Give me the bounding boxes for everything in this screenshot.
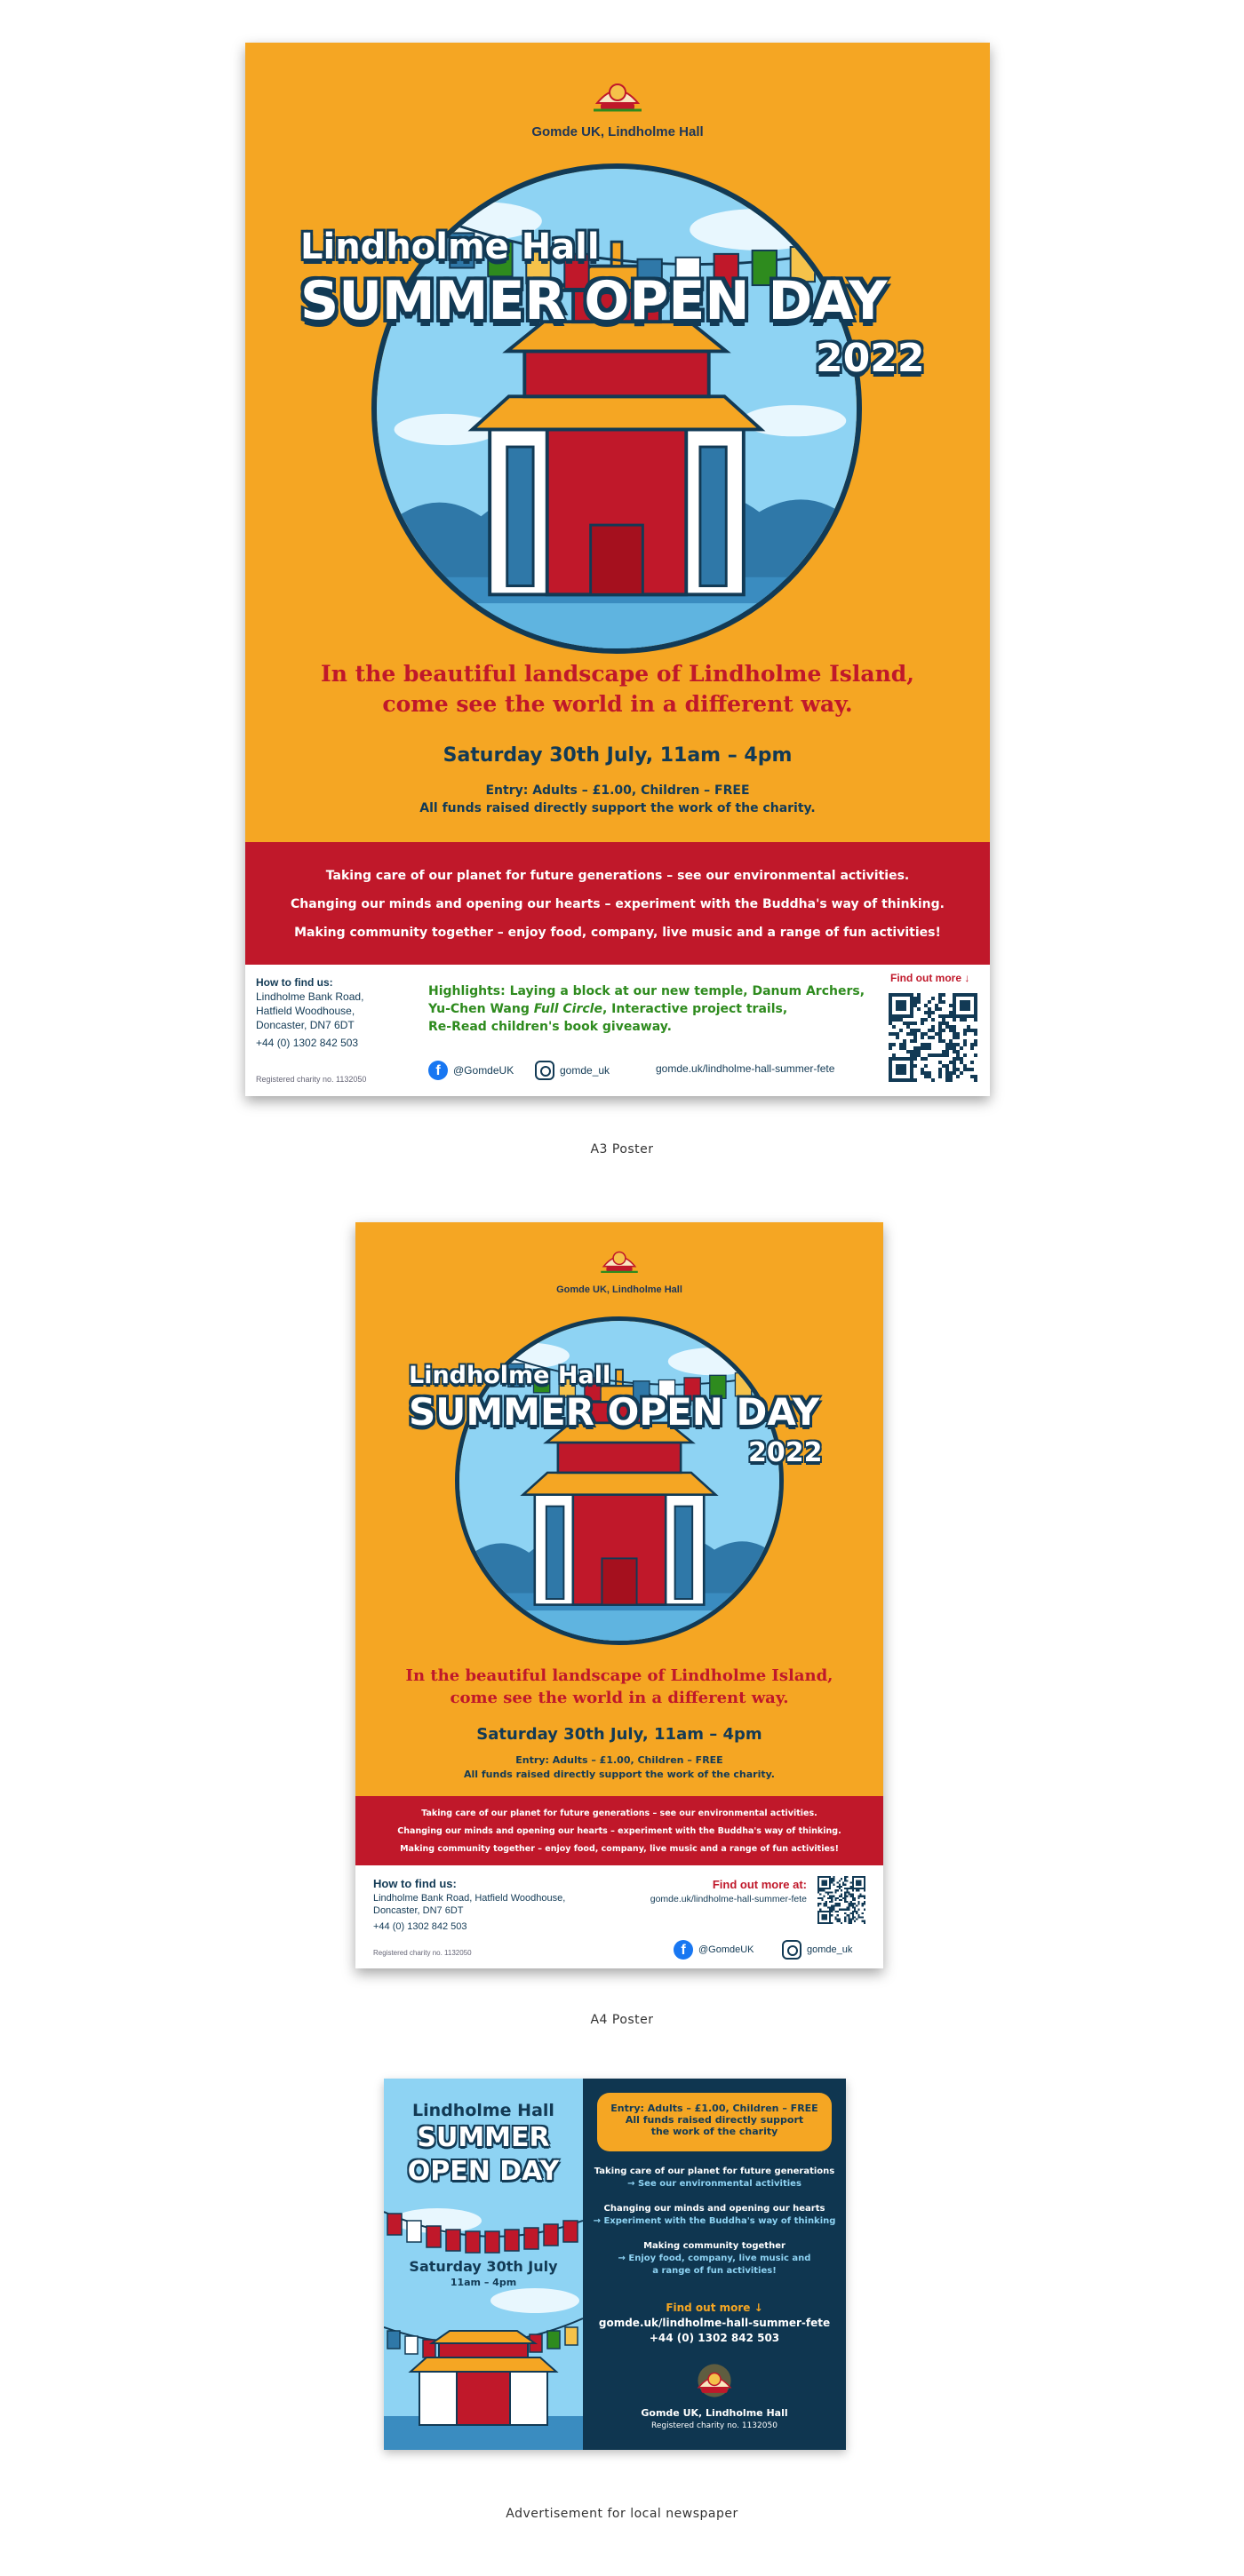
tagline: [355, 1665, 883, 1709]
gomde-logo-icon: [590, 71, 645, 117]
advert-date: Saturday 30th July: [409, 2258, 558, 2275]
address-line: Hatfield Woodhouse,: [256, 1005, 355, 1017]
qr-code[interactable]: [817, 1876, 865, 1924]
advert-find-more: Find out more ↓: [666, 2302, 763, 2314]
advert-time: 11am – 4pm: [450, 2277, 517, 2288]
advert-org: Gomde UK, Lindholme Hall: [641, 2407, 788, 2419]
advert-title-line: OPEN DAY: [407, 2156, 560, 2187]
find-out-more: Find out more at:: [712, 1878, 807, 1891]
activity-buddha: Changing our minds and opening our hearts – experiment with the Buddha's way of thinking.: [397, 1826, 841, 1836]
org-logo: [590, 71, 645, 121]
find-out-more: Find out more ↓: [890, 972, 970, 984]
advert-funds-line: All funds raised directly support: [625, 2114, 804, 2126]
advert-entry: Entry: Adults – £1.00, Children – FREE: [610, 2103, 818, 2114]
entry-info: [245, 782, 990, 817]
gomde-logo-icon: [597, 1242, 642, 1277]
tagline-line-2: come see the world in a different way.: [450, 1689, 789, 1707]
advert-logo: [693, 2361, 736, 2404]
how-to-find-heading: How to find us:: [373, 1877, 457, 1890]
caption-a3: A3 Poster: [590, 1142, 654, 1157]
advert-org-block: [583, 2407, 846, 2432]
activity-environment: Taking care of our planet for future generations – see our environmental activities.: [421, 1809, 817, 1818]
how-to-find-heading: How to find us:: [256, 976, 333, 989]
advert-charity: Registered charity no. 1132050: [651, 2421, 778, 2430]
advert-title: [384, 2100, 583, 2189]
event-date: Saturday 30th July, 11am – 4pm: [443, 744, 793, 767]
title-year: 2022: [816, 336, 925, 381]
newspaper-advert: [384, 2079, 846, 2450]
advert-activity-head: Taking care of our planet for future generations: [594, 2167, 835, 2176]
address-line: Doncaster, DN7 6DT: [256, 1019, 355, 1031]
title-big: SUMMER OPEN DAY: [409, 1390, 820, 1434]
entry-price: Entry: Adults – £1.00, Children – FREE: [515, 1754, 723, 1766]
website-link[interactable]: gomde.uk/lindholme-hall-summer-fete: [656, 1062, 835, 1075]
highlights-label: Highlights:: [428, 984, 506, 998]
facebook-icon: f: [674, 1940, 693, 1960]
facebook-link[interactable]: [428, 1061, 514, 1080]
caption-a4: A4 Poster: [590, 2013, 654, 2027]
advert-contact: [583, 2301, 846, 2346]
instagram-link[interactable]: [535, 1061, 610, 1080]
website-link[interactable]: gomde.uk/lindholme-hall-summer-fete: [650, 1894, 807, 1904]
event-date: Saturday 30th July, 11am – 4pm: [476, 1725, 762, 1744]
instagram-handle: gomde_uk: [807, 1944, 853, 1955]
title-small: Lindholme Hall: [300, 227, 600, 267]
advert-title-line: SUMMER: [417, 2122, 550, 2153]
poster-footer: [355, 1865, 883, 1968]
advert-activities: [583, 2166, 846, 2278]
charity-number: Registered charity no. 1132050: [373, 1949, 472, 1957]
advert-info-panel: [583, 2079, 846, 2450]
advert-activity-sub: → See our environmental activities: [627, 2179, 801, 2189]
advert-phone[interactable]: +44 (0) 1302 842 503: [649, 2332, 780, 2344]
event-title: [409, 1363, 819, 1434]
advert-illustration-panel: [384, 2079, 583, 2450]
org-name: Gomde UK, Lindholme Hall: [531, 124, 704, 139]
address-line: Lindholme Bank Road, Hatfield Woodhouse,: [373, 1893, 566, 1904]
advert-activity-head: Making community together: [643, 2241, 785, 2251]
instagram-icon: [782, 1940, 801, 1960]
instagram-link[interactable]: [782, 1940, 852, 1960]
event-title: [300, 227, 887, 332]
entry-info: [355, 1753, 883, 1782]
tagline-line-1: In the beautiful landscape of Lindholme Island,: [321, 661, 914, 687]
advert-activity-head: Changing our minds and opening our hearts: [603, 2204, 825, 2214]
gomde-logo-icon: [693, 2361, 736, 2400]
activities-band: [355, 1796, 883, 1865]
highlights-artwork: Full Circle: [533, 1002, 602, 1016]
phone-number[interactable]: +44 (0) 1302 842 503: [256, 1037, 359, 1049]
address-block: [373, 1878, 565, 1933]
tagline: [245, 659, 990, 720]
tagline-line-2: come see the world in a different way.: [382, 691, 853, 717]
funds-note: All funds raised directly support the work of the charity.: [464, 1769, 775, 1780]
poster-footer: [245, 965, 990, 1096]
caption-advert: Advertisement for local newspaper: [506, 2507, 738, 2521]
entry-price: Entry: Adults – £1.00, Children – FREE: [485, 783, 750, 798]
advert-date-block: [384, 2258, 583, 2288]
advert-entry-box: [597, 2093, 832, 2151]
highlights: [428, 982, 865, 1036]
org-name: Gomde UK, Lindholme Hall: [556, 1284, 682, 1295]
highlights-line: , Interactive project trails,: [602, 1002, 788, 1016]
facebook-handle: @GomdeUK: [453, 1064, 514, 1077]
address-line: Lindholme Bank Road,: [256, 990, 364, 1003]
charity-number: Registered charity no. 1132050: [256, 1075, 367, 1084]
facebook-link[interactable]: [674, 1940, 754, 1960]
title-year: 2022: [748, 1437, 823, 1468]
advert-title-small: Lindholme Hall: [412, 2101, 554, 2120]
phone-number[interactable]: +44 (0) 1302 842 503: [373, 1921, 467, 1932]
advert-activity-sub: → Enjoy food, company, live music and: [618, 2254, 811, 2263]
advert-activity-sub: → Experiment with the Buddha's way of thinking: [593, 2216, 836, 2226]
activities-band: [245, 842, 990, 965]
advert-website[interactable]: gomde.uk/lindholme-hall-summer-fete: [598, 2317, 831, 2329]
qr-code[interactable]: [889, 993, 977, 1082]
activity-community: Making community together – enjoy food, company, live music and a range of fun activities!: [294, 926, 941, 940]
activity-buddha: Changing our minds and opening our hearts – experiment with the Buddha's way of thinking.: [291, 897, 945, 911]
funds-note: All funds raised directly support the work of the charity.: [419, 801, 816, 815]
title-big: SUMMER OPEN DAY: [300, 270, 888, 332]
a4-poster: [355, 1222, 883, 1968]
advert-funds-line: the work of the charity: [650, 2126, 778, 2137]
tagline-line-1: In the beautiful landscape of Lindholme Island,: [405, 1666, 833, 1685]
title-small: Lindholme Hall: [409, 1362, 611, 1389]
instagram-icon: [535, 1061, 554, 1080]
org-logo: [597, 1242, 642, 1281]
activity-environment: Taking care of our planet for future generations – see our environmental activities.: [325, 869, 910, 883]
highlights-line: Yu-Chen Wang: [428, 1002, 534, 1016]
address-line: Doncaster, DN7 6DT: [373, 1905, 464, 1916]
highlights-line: Re-Read children's book giveaway.: [428, 1020, 672, 1034]
facebook-icon: f: [428, 1061, 448, 1080]
highlights-line: Laying a block at our new temple, Danum Archers,: [509, 984, 865, 998]
advert-activity-sub: a range of fun activities!: [652, 2266, 777, 2276]
facebook-handle: @GomdeUK: [698, 1944, 754, 1955]
a3-poster: [245, 43, 990, 1096]
instagram-handle: gomde_uk: [560, 1064, 610, 1077]
address-block: [256, 975, 363, 1050]
activity-community: Making community together – enjoy food, company, live music and a range of fun activities!: [400, 1844, 839, 1854]
